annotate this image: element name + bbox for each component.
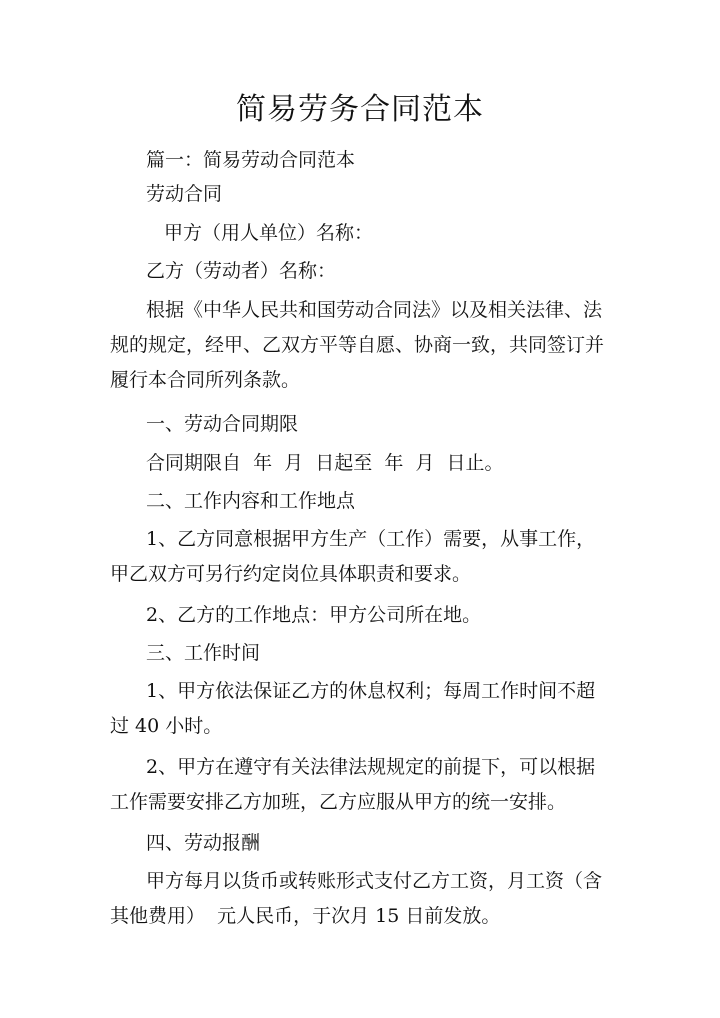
text-line: 合同期限自 年 月 日起至 年 月 日止。: [146, 452, 504, 474]
text-line: 2、甲方在遵守有关法律法规规定的前提下，可以根据: [146, 756, 596, 778]
contract-subtitle: [146, 177, 648, 212]
text-line: 根据《中华人民共和国劳动合同法》以及相关法律、法: [146, 299, 603, 321]
text-line: 1、甲方依法保证乙方的休息权利；每周工作时间不超: [146, 680, 596, 702]
section-heading-term: [146, 407, 648, 442]
text-line: 2、乙方的工作地点：甲方公司所在地。: [146, 604, 482, 626]
text-line: 其他费用） 元人民币，于次月 15 日前发放。: [110, 905, 501, 927]
preamble-paragraph: [110, 293, 612, 398]
text-line: 二、工作内容和工作地点: [146, 490, 356, 512]
text-line: 四、劳动报酬: [146, 832, 261, 854]
text-line: 甲方每月以货币或转账形式支付乙方工资，月工资（含: [146, 870, 603, 892]
term-period-line: [146, 446, 648, 481]
working-hours-clause-2: [110, 750, 612, 820]
party-b-name-line: [146, 254, 648, 289]
section-heading-work-content: [146, 484, 648, 519]
remuneration-clause: [110, 864, 612, 934]
section-heading-article-one: [146, 143, 648, 178]
text-line: 过 40 小时。: [110, 715, 223, 737]
text-line: 规的规定，经甲、乙双方平等自愿、协商一致，共同签订并: [110, 334, 605, 356]
party-a-name-line: [164, 216, 666, 251]
text-line: 篇一：简易劳动合同范本: [146, 149, 356, 171]
text-line: 甲乙双方可另行约定岗位具体职责和要求。: [110, 563, 472, 585]
section-heading-remuneration: [146, 826, 648, 861]
work-content-clause-1: [110, 522, 612, 592]
text-line: 一、劳动合同期限: [146, 413, 299, 435]
document-title: 简易劳务合同范本: [236, 92, 484, 127]
text-line: 甲方（用人单位）名称：: [164, 222, 374, 244]
text-line: 履行本合同所列条款。: [110, 369, 301, 391]
text-line: 劳动合同: [146, 183, 223, 205]
working-hours-clause-1: [110, 674, 612, 744]
section-heading-working-hours: [146, 636, 648, 671]
text-line: 乙方（劳动者）名称：: [146, 260, 337, 282]
text-line: 1、乙方同意根据甲方生产（工作）需要，从事工作，: [146, 528, 596, 550]
text-line: 三、工作时间: [146, 642, 261, 664]
work-location-clause: [146, 598, 648, 633]
text-line: 工作需要安排乙方加班，乙方应服从甲方的统一安排。: [110, 791, 567, 813]
